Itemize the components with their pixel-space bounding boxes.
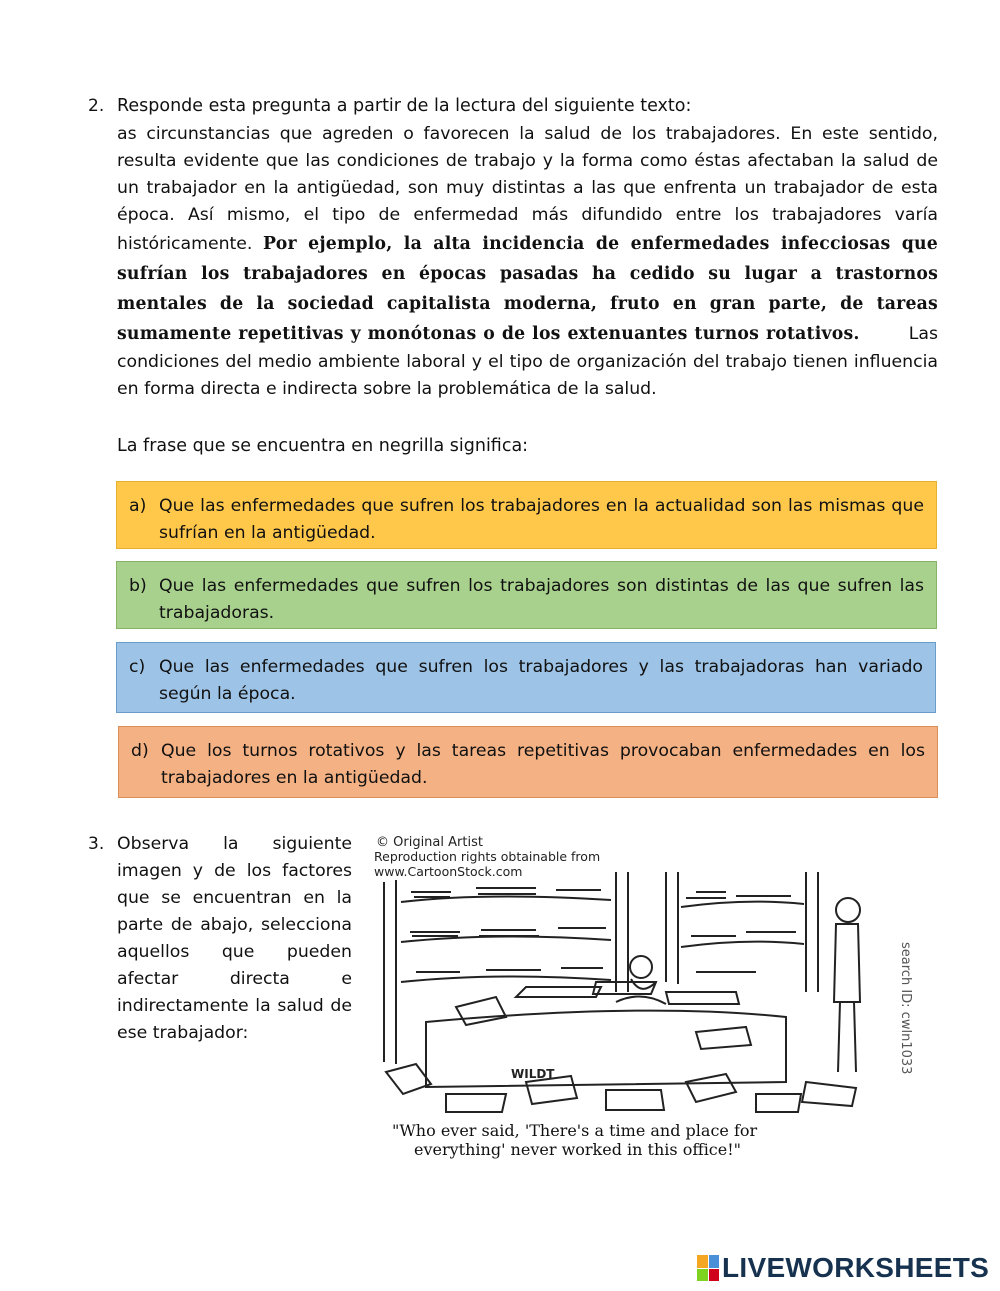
cartoon-caption-1: "Who ever said, 'There's a time and place for	[392, 1121, 758, 1140]
passage-bold-sentence: Por ejemplo, la alta incidencia de enfermedades infecciosas que sufrían los trabajadores en épocas pasadas ha cedido su lugar a trastornos mentales de la sociedad capitalista moderna, fruto en gran parte, de tareas sumamente repetitivas y monótonas o de los extenuantes turnos rotativos.	[117, 234, 938, 344]
cartoon-credit-2: Reproduction rights obtainable from	[374, 849, 601, 864]
cartoon-signature: WILDT	[511, 1067, 555, 1081]
option-b-text: Que las enfermedades que sufren los trabajadores son distintas de las que sufren las trabajadoras.	[159, 576, 924, 623]
liveworksheets-logo-icon	[697, 1255, 719, 1281]
option-b[interactable]	[116, 561, 937, 629]
passage-text-part-1: as circunstancias que agreden o favorecen la salud de los trabajadores. En este sentido, resulta evidente que las condiciones de trabajo y la forma como éstas afectaban la salud de un trabajador en la antigüedad, son muy distintas a las que enfrenta un trabajador de esta época. Así mismo, el tipo de enfermedad más difundido entre los trabajadores varía históricamente.	[117, 124, 938, 254]
reading-passage	[117, 121, 938, 403]
option-a[interactable]	[116, 481, 937, 549]
cartoon-caption-2: everything' never worked in this office!"	[414, 1140, 742, 1159]
cartoon-credit-3: www.CartoonStock.com	[374, 864, 523, 879]
option-a-text: Que las enfermedades que sufren los trabajadores en la actualidad son las mismas que sufrían en la antigüedad.	[159, 496, 924, 543]
option-a-letter: a)	[129, 496, 147, 516]
question-3-number: 3.	[88, 834, 105, 854]
passage-text-part-2: Las condiciones del medio ambiente laboral y el tipo de organización del trabajo tienen influencia en forma directa e indirecta sobre la problemática de la salud.	[117, 324, 938, 399]
liveworksheets-logo[interactable]	[697, 1252, 989, 1284]
option-c-letter: c)	[129, 657, 146, 677]
logo-text: LIVEWORKSHEETS	[722, 1252, 990, 1283]
option-b-letter: b)	[129, 576, 147, 596]
cartoon-side-text: search ID: cwln1033	[898, 942, 913, 1075]
option-d-text: Que los turnos rotativos y las tareas repetitivas provocaban enfermedades en los trabajadores en la antigüedad.	[161, 741, 925, 788]
option-d-letter: d)	[131, 741, 149, 761]
question-2-question: La frase que se encuentra en negrilla significa:	[117, 436, 529, 456]
option-d[interactable]	[118, 726, 938, 798]
cartoon-credit-1: © Original Artist	[376, 835, 483, 850]
question-2-number: 2.	[88, 96, 105, 116]
question-3-text: Observa la siguiente imagen y de los factores que se encuentran en la parte de abajo, selecciona aquellos que pueden afectar directa e indirectamente la salud de ese trabajador:	[117, 834, 352, 1043]
office-cartoon-image	[366, 832, 926, 1190]
option-c-text: Que las enfermedades que sufren los trabajadores y las trabajadoras han variado según la época.	[159, 657, 923, 704]
option-c[interactable]	[116, 642, 936, 713]
question-2-prompt: Responde esta pregunta a partir de la lectura del siguiente texto:	[117, 96, 692, 116]
